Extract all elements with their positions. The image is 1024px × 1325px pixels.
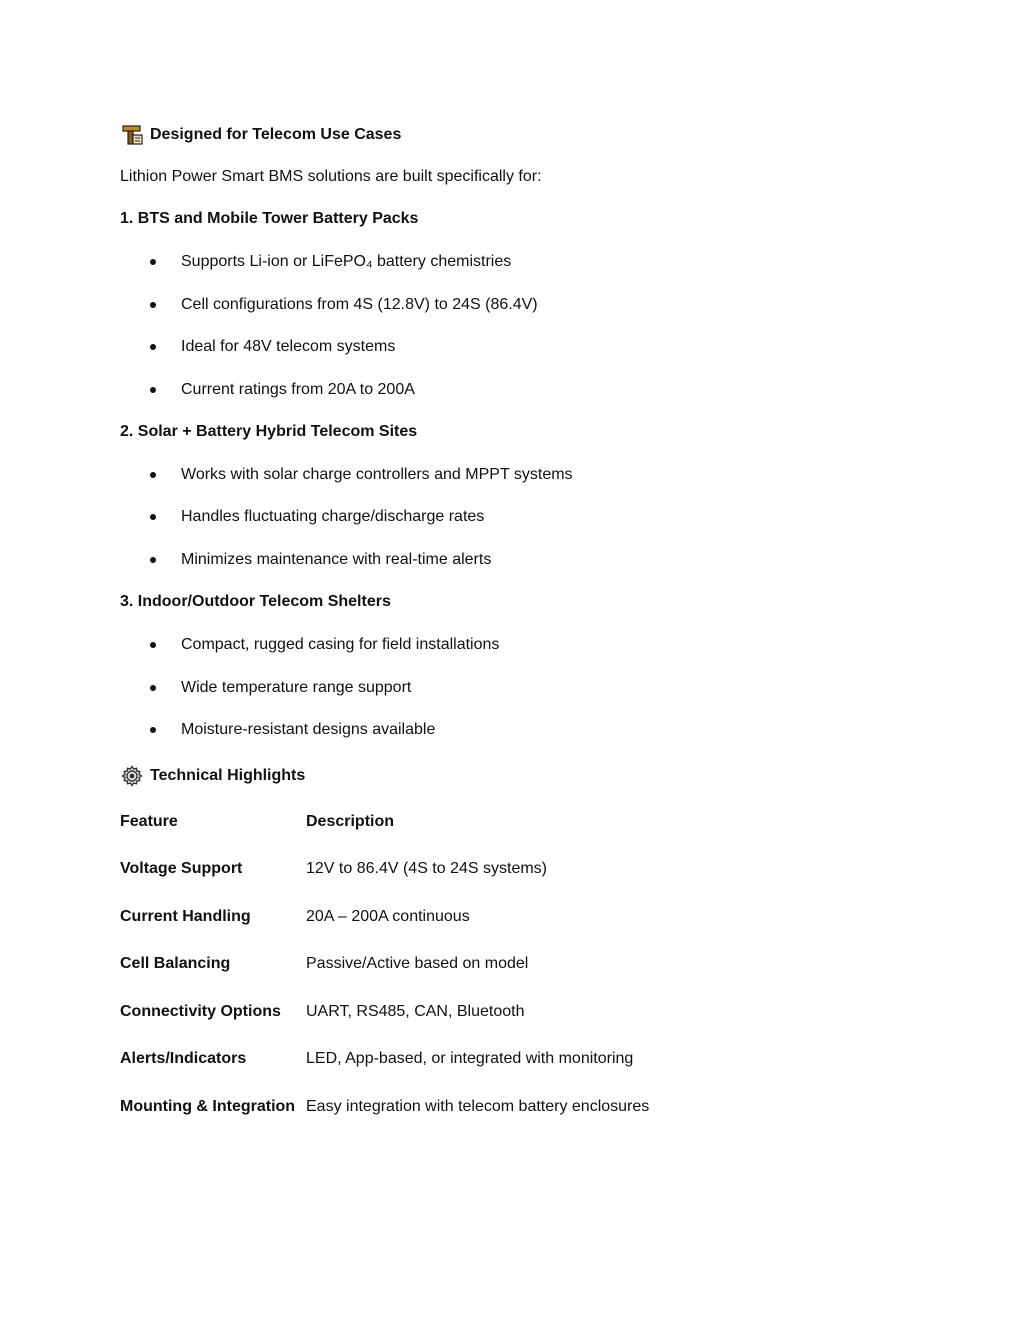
bullet-icon	[150, 302, 156, 308]
bullet-icon	[150, 642, 156, 648]
table-cell-description: 12V to 86.4V (4S to 24S systems)	[306, 860, 548, 877]
table-cell-feature: Voltage Support	[120, 860, 243, 877]
table-cell-feature: Alerts/Indicators	[120, 1050, 247, 1067]
bullet-icon	[150, 557, 156, 563]
group-heading-solar: 2. Solar + Battery Hybrid Telecom Sites	[120, 423, 418, 440]
bullet-icon	[150, 685, 156, 691]
section-heading-telecom-use-cases	[120, 123, 401, 147]
table-cell-feature: Connectivity Options	[120, 1003, 281, 1020]
section-title: Designed for Telecom Use Cases	[150, 126, 402, 143]
table-cell-description: LED, App-based, or integrated with monitoring	[306, 1050, 634, 1067]
bullet-icon	[150, 344, 156, 350]
table-cell-feature: Cell Balancing	[120, 955, 231, 972]
telecom-tower-icon	[120, 123, 144, 147]
table-cell-description: 20A – 200A continuous	[306, 908, 470, 925]
table-header-feature: Feature	[120, 813, 178, 830]
section-title: Technical Highlights	[150, 767, 306, 784]
gear-icon	[120, 764, 144, 788]
bullet-icon	[150, 387, 156, 393]
intro-paragraph: Lithion Power Smart BMS solutions are built specifically for:	[120, 168, 542, 185]
bullet-icon	[150, 259, 156, 265]
table-cell-feature: Mounting & Integration	[120, 1098, 296, 1115]
group-heading-shelters: 3. Indoor/Outdoor Telecom Shelters	[120, 593, 391, 610]
bullet-icon	[150, 472, 156, 478]
bullet-icon	[150, 727, 156, 733]
bullet-icon	[150, 514, 156, 520]
table-header-description: Description	[306, 813, 395, 830]
group-heading-bts: 1. BTS and Mobile Tower Battery Packs	[120, 210, 419, 227]
table-cell-feature: Current Handling	[120, 908, 251, 925]
table-cell-description: Easy integration with telecom battery enclosures	[306, 1098, 650, 1115]
section-heading-technical-highlights	[120, 764, 305, 788]
document-page: Designed for Telecom Use Cases Lithion Power Smart BMS solutions are built specifically for: 1. BTS and Mobile Tower Battery Packs Supports Li-ion or LiFePO₄ battery chemistries Cell configurations from 4S (12.8V) to 24S (86.4V) Ideal for 48V telecom systems Current ratings from 20A to 200A 2. Solar + Battery Hybrid Telecom Sites Works with solar charge controllers and MPPT systems Handles fluctuating charge/discharge rates Minimizes maintenance with real-time alerts 3. Indoor/Outdoor Telecom Shelters Compact, rugged casing for field installations Wide temperature range support Moisture-resistant designs available Technical Highlights Feature Description Voltage Support 12V to 86.4V (4S to 24S systems) Current Handling 20A – 200A continuous Cell Balancing Passive/Active based on model Connectivity Options UART, RS485, CAN, Bluetooth Alerts/Indicators LED, App-based, or integrated with monitoring Mounting & Integration Easy integration with telecom battery enclosures	[0, 0, 1024, 1325]
table-cell-description: UART, RS485, CAN, Bluetooth	[306, 1003, 525, 1020]
table-cell-description: Passive/Active based on model	[306, 955, 529, 972]
